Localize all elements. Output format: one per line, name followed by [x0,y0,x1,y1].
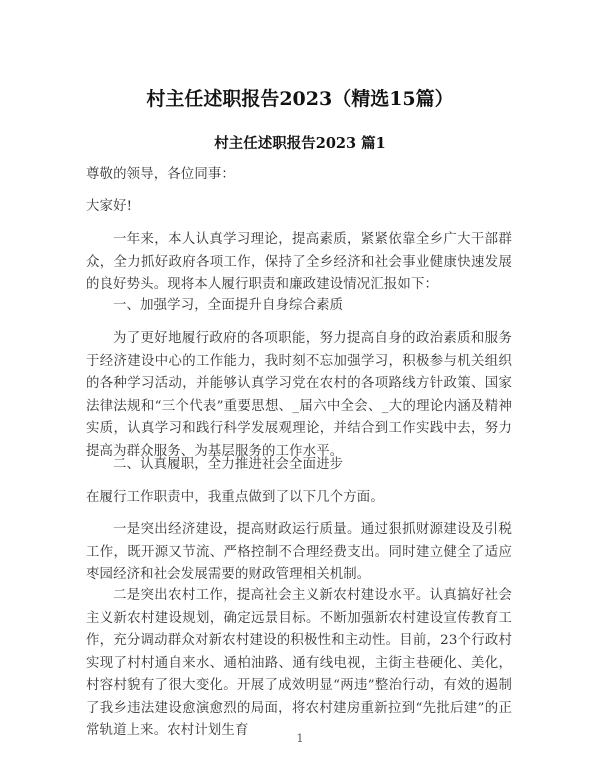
salutation: 尊敬的领导，各位同事： [86,167,235,182]
document-title: 村主任述职报告2023（精选15篇） [146,88,454,110]
paragraph-economy: 一是突出经济建设，提高财政运行质量。通过狠抓财源建设及引税工作，既开源又节流、严格控制不合理经费支出。同时建立健全了适应枣园经济和社会发展需要的财政管理相关机制。 [86,522,512,582]
paragraph-study: 为了更好地履行政府的各项职能，努力提高自身的政治素质和服务于经济建设中心的工作能力，我时刻不忘加强学习，积极参与机关组织的各种学习活动，并能够认真学习党在农村的各项路线方针政策、国家法律法规和“三个代表”重要思想、_届六中全会、_大的理论内涵及精神实质，认真学习和践行科学发展观理论，并结合到工作实践中去，努力提高为群众服务、为基层服务的工作水平。 [86,331,512,459]
paragraph-rural-work: 二是突出农村工作，提高社会主义新农村建设水平。认真搞好社会主义新农村建设规划，确定远景目标。不断加强新农村建设宣传教育工作，充分调动群众对新农村建设的积极性和主动性。目前，23个行政村实现了村村通自来水、通柏油路、通有线电视，主街主巷硬化、美化，村容村貌有了很大变化。开展了成效明显“两违”整治行动，有效的遏制了我乡违法建设愈演愈烈的局面，将农村建房重新拉到“先批后建”的正常轨道上来。农村计划生育 [86,588,512,738]
heading-section-1: 一、加强学习，全面提升自身综合素质 [113,298,344,313]
paragraph-intro: 一年来，本人认真学习理论，提高素质，紧紧依靠全乡广大干部群众，全力抓好政府各项工作，保持了全乡经济和社会事业健康快速发展的良好势头。现将本人履行职责和廉政建设情况汇报如下： [86,232,512,292]
section-title: 村主任述职报告2023 篇1 [214,135,386,152]
paragraph-duties: 在履行工作职责中，我重点做到了以下几个方面。 [86,490,384,505]
page-number: 1 [296,732,304,745]
greeting: 大家好! [86,199,133,214]
heading-section-2: 二、认真履职，全力推进社会全面进步 [113,457,344,472]
